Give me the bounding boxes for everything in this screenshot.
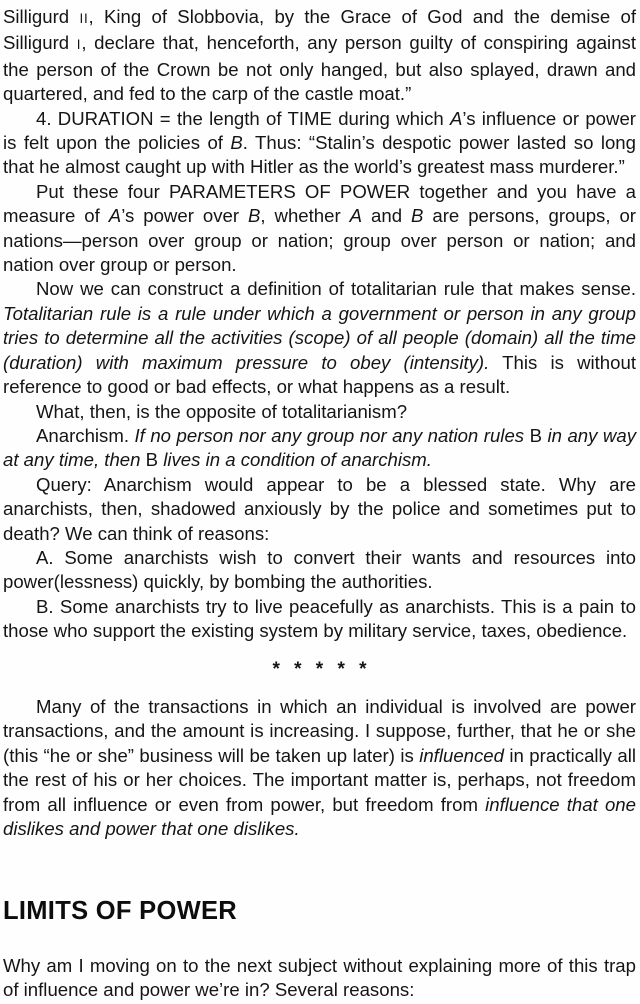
text-segment: Now we can construct a definition of totalitarian rule that makes sense. [36,278,636,300]
text-segment: , King of Slobbovia, by the Grace of God and the demise of Silligurd [3,6,636,54]
text-segment-smallcaps: II [79,11,89,26]
text-segment-italic: Totalitarian rule is a rule under which a government or person in any group tries to determine all the activities (scope) of all people (domain) all the time (duration) with maximum pressure to obey (intensity). [3,302,636,373]
text-segment-smallcaps: I [76,37,82,53]
text-segment-italic: A [108,205,122,227]
text-segment-italic: If no person nor any group nor any nation rules [134,424,530,446]
text-segment: Query: Anarchism would appear to be a blessed state. Why are anarchists, then, shadowed anxiously by the police and sometimes put to death? We can think of reasons: [3,473,636,544]
text-segment: What, then, is the opposite of totalitarianism? [36,400,408,422]
text-segment-italic: B [247,205,261,227]
text-segment: B. Some anarchists try to live peacefully as anarchists. This is a pain to those who support the existing system by military service, taxes, obedience. [3,595,636,642]
text-segment: B [145,449,159,471]
body-paragraph [3,5,636,107]
body-paragraph [3,277,636,399]
text-segment: B [529,424,542,446]
body-paragraph [3,180,636,278]
text-segment: and [362,205,411,227]
text-segment-italic: lives in a condition of anarchism. [158,449,432,471]
text-segment: ’s influence or power is felt upon the policies of [3,107,636,154]
text-segment: Silligurd [3,6,80,27]
text-segment-italic: B [411,205,424,227]
section-heading-limits-of-power: LIMITS OF POWER [3,897,237,926]
text-segment: Many of the transactions in which an individual is involved are power transactions, and the amount is increasing. I suppose, further, that he or she (this “he or she” business will be taken up later) is [3,695,636,766]
text-segment-italic: in any way at any time, then [3,424,636,471]
body-paragraph [3,400,636,424]
body-paragraph [3,107,636,180]
text-segment: in practically all the rest of his or her choices. The important matter is, perhaps, not freedom from all influence or even from power, but freedom from [3,744,636,815]
text-segment: Anarchism. [36,424,135,446]
text-segment: . Thus: “Stalin’s despotic power lasted so long that he almost caught up with Hitler as the world’s greatest mass murderer.” [3,132,636,178]
body-paragraph [3,424,636,473]
body-paragraph [3,595,636,644]
body-paragraph [3,546,636,595]
text-segment-italic: B [230,132,243,154]
text-segment-italic: influenced [419,744,504,766]
text-segment-italic: A [450,107,463,129]
text-segment: , declare that, henceforth, any person guilty of conspiring against the person of the Crown be not only hanged, but also splayed, drawn and quartered, and fed to the carp of the castle moat.” [3,32,636,105]
text-segment: are persons, groups, or nations—person over group or nation; group over person or nation; and nation over group or person. [3,205,636,276]
body-paragraph [3,695,636,841]
body-paragraph [3,473,636,546]
text-segment: This is without reference to good or bad effects, or what happens as a result. [3,351,636,398]
text-segment: Why am I moving on to the next subject without explaining more of this trap of influence and power we’re in? Several reasons: [3,954,636,1001]
text-segment: Put these four PARAMETERS OF POWER together and you have a measure of [3,180,636,227]
text-segment-italic: influence that one dislikes and power that one dislikes. [3,793,636,839]
text-segment: ’s power over [121,205,248,227]
body-paragraph [3,954,636,1003]
asterisk-separator: * * * * * [272,658,367,680]
text-segment: A. Some anarchists wish to convert their wants and resources into power(lessness) quickly, by bombing the authorities. [3,546,636,593]
text-segment: , whether [260,205,350,227]
text-segment-italic: A [349,205,363,227]
text-segment: 4. DURATION = the length of TIME during which [36,107,451,129]
